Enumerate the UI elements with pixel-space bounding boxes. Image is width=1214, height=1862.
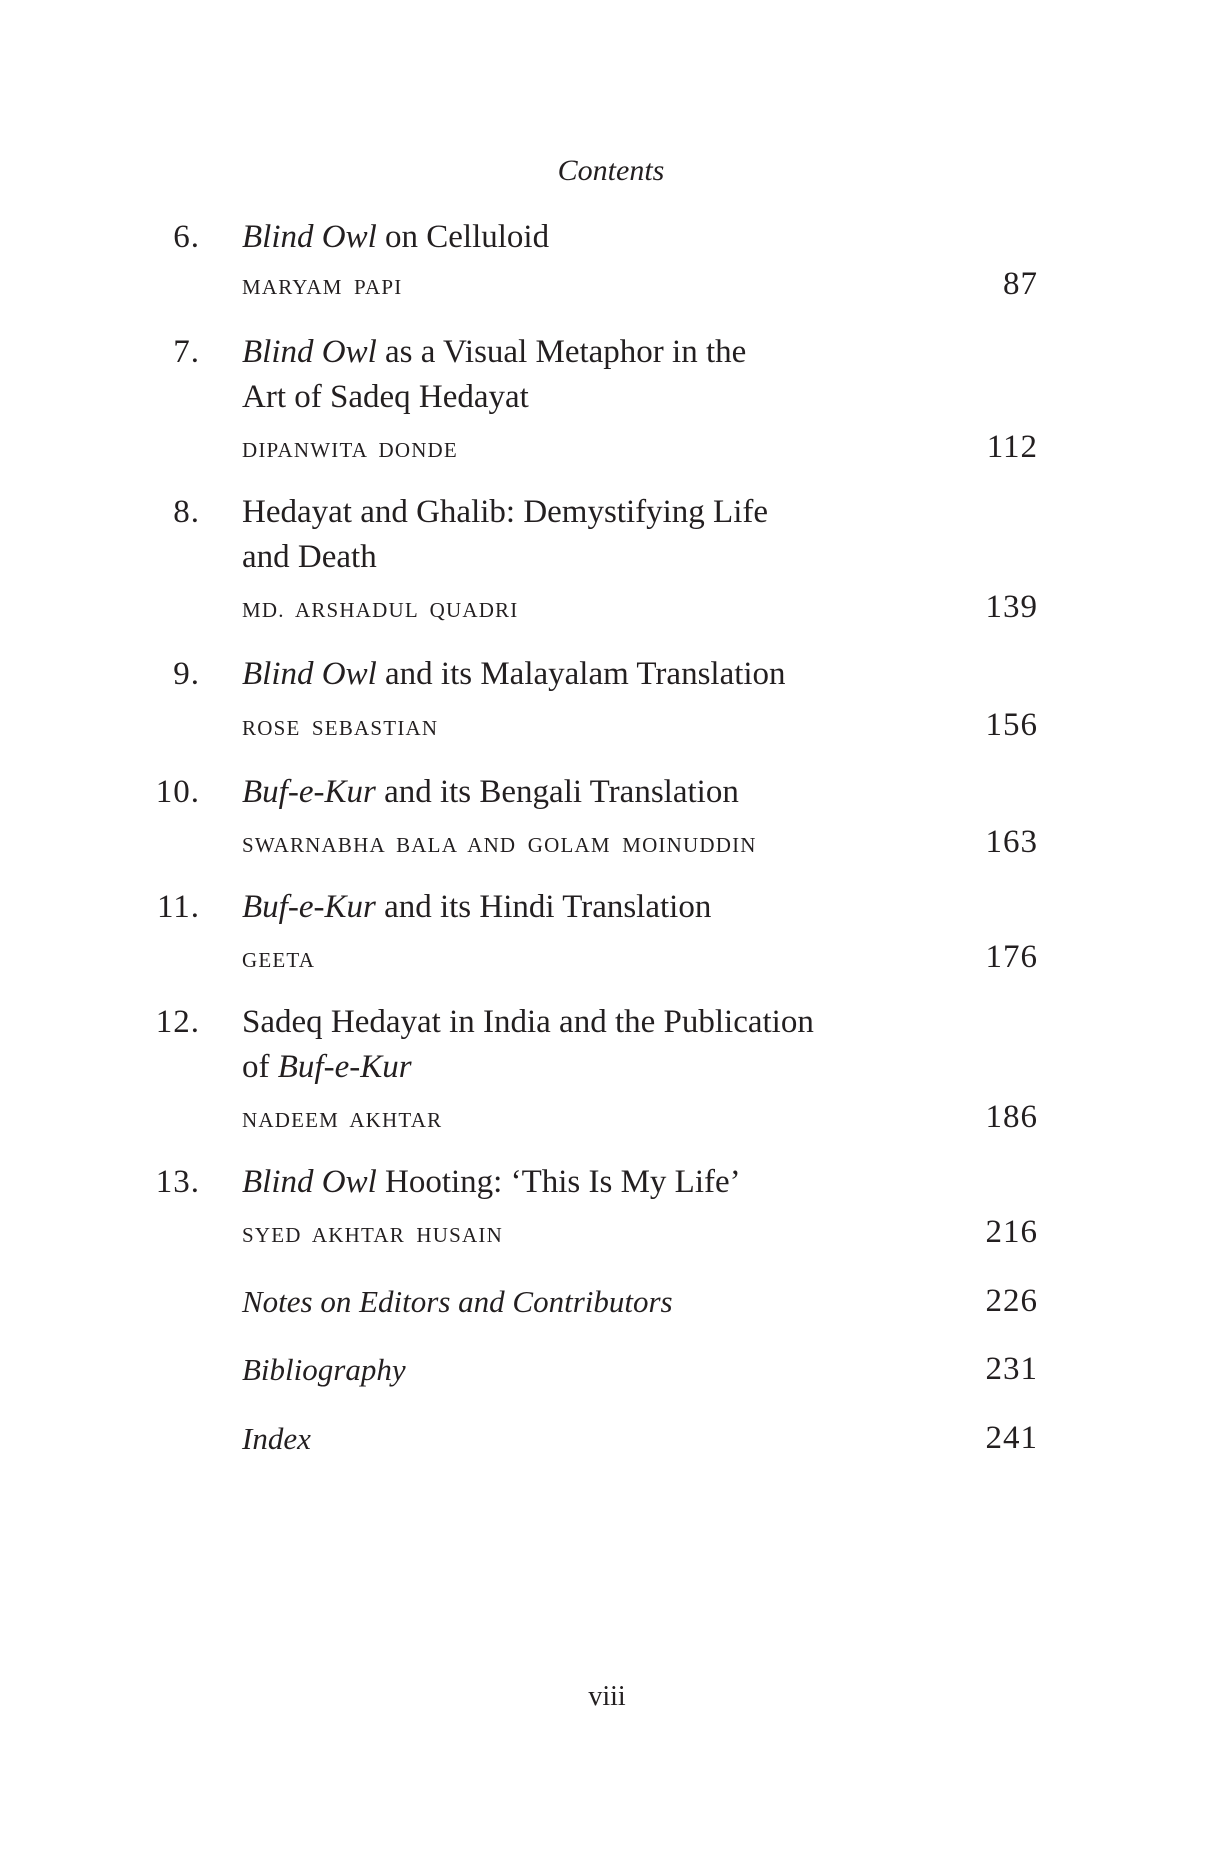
back-matter-title: Bibliography	[242, 1352, 406, 1387]
back-matter-page-number: 241	[985, 1420, 1038, 1456]
chapter-author: GEETA	[242, 948, 316, 972]
chapter-title-line	[242, 336, 746, 369]
chapter-title-line	[242, 541, 377, 574]
chapter-title-line	[242, 1006, 814, 1039]
chapter-title-line	[242, 1051, 412, 1084]
running-head: Contents	[557, 154, 665, 187]
back-matter-page-number: 226	[985, 1283, 1038, 1319]
back-matter-page-number: 231	[985, 1351, 1038, 1387]
page-number: viii	[588, 1681, 626, 1712]
chapter-author: NADEEM AKHTAR	[242, 1108, 443, 1132]
chapter-page-number: 163	[985, 824, 1038, 860]
chapter-author: MD. ARSHADUL QUADRI	[242, 598, 519, 622]
chapter-title-line	[242, 1166, 741, 1199]
italic-title-segment: Buf-e-Kur	[277, 1049, 412, 1085]
chapter-page-number: 156	[985, 707, 1038, 743]
title-segment: on Celluloid	[376, 219, 550, 255]
title-segment: and its Bengali Translation	[375, 774, 739, 810]
chapter-number: 10.	[155, 774, 200, 810]
chapter-page-number: 112	[986, 429, 1038, 465]
chapter-title-line	[242, 496, 768, 529]
italic-title-segment: Blind Owl	[242, 656, 377, 692]
title-segment: and Death	[242, 539, 377, 575]
title-segment: and its Malayalam Translation	[376, 656, 786, 692]
chapter-author: MARYAM PAPI	[242, 275, 403, 299]
chapter-title-line	[242, 221, 549, 254]
italic-title-segment: Blind Owl	[242, 334, 377, 370]
back-matter-title: Notes on Editors and Contributors	[242, 1284, 673, 1319]
chapter-number: 8.	[173, 494, 200, 530]
chapter-title-line	[242, 381, 529, 414]
title-segment: of	[242, 1049, 278, 1085]
chapter-number: 12.	[155, 1004, 200, 1040]
chapter-author: SYED AKHTAR HUSAIN	[242, 1223, 503, 1247]
title-segment: Hedayat and Ghalib: Demystifying Life	[242, 494, 769, 530]
italic-title-segment: Buf-e-Kur	[242, 889, 376, 925]
title-segment: and its Hindi Translation	[375, 889, 712, 925]
chapter-title-line	[242, 658, 786, 691]
title-segment: Sadeq Hedayat in India and the Publication	[242, 1004, 814, 1040]
chapter-title-line	[242, 891, 711, 924]
back-matter-title: Index	[242, 1421, 311, 1456]
chapter-author: ROSE SEBASTIAN	[242, 716, 439, 740]
title-segment: Hooting: ‘This Is My Life’	[376, 1164, 741, 1200]
chapter-number: 11.	[156, 889, 200, 925]
chapter-page-number: 216	[985, 1214, 1038, 1250]
italic-title-segment: Blind Owl	[242, 1164, 377, 1200]
chapter-page-number: 87	[1003, 266, 1038, 302]
chapter-number: 9.	[173, 656, 200, 692]
chapter-number: 7.	[173, 334, 200, 370]
italic-title-segment: Blind Owl	[242, 219, 377, 255]
chapter-page-number: 186	[985, 1099, 1038, 1135]
chapter-number: 6.	[173, 219, 200, 255]
chapter-page-number: 176	[985, 939, 1038, 975]
chapter-author: DIPANWITA DONDE	[242, 438, 458, 462]
chapter-author: SWARNABHA BALA AND GOLAM MOINUDDIN	[242, 833, 757, 857]
title-segment: as a Visual Metaphor in the	[376, 334, 747, 370]
chapter-page-number: 139	[985, 589, 1038, 625]
italic-title-segment: Buf-e-Kur	[242, 774, 376, 810]
title-segment: Art of Sadeq Hedayat	[242, 379, 529, 415]
chapter-number: 13.	[155, 1164, 200, 1200]
chapter-title-line	[242, 776, 739, 809]
